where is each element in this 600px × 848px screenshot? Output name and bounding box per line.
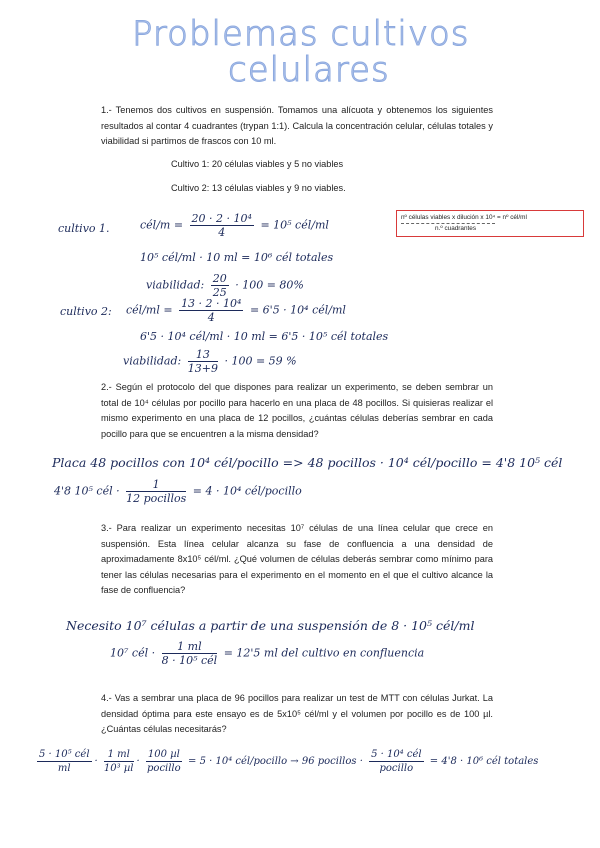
cultivo1-viability: viabilidad: $\frac{20}{25}$ · 100 = 80% bbox=[146, 272, 304, 299]
cultivo1-total: 10⁵ cél/ml · 10 ml = 10⁶ cél totales bbox=[140, 251, 334, 264]
page-title: Problemas cultivos bbox=[132, 14, 470, 54]
cultivo1-label: cultivo 1. bbox=[58, 222, 110, 235]
formula-numerator: nº células viables x dilución x 10⁴ bbox=[401, 213, 495, 224]
formula-box bbox=[396, 210, 584, 237]
cultivo2-total: 6'5 · 10⁴ cél/ml · 10 ml = 6'5 · 10⁵ cél totales bbox=[140, 330, 389, 343]
problem3-statement: 3.- Para realizar un experimento necesitas 10⁷ células de una línea celular que crece en suspensión. Esta línea celular alcanza su fase de confluencia a una densidad de aproximadamente 8x10⁵ cél/ml. ¿Qué volumen de células deberás sembrar como mínimo para tener las células necesarias para el experimento en el momento en el que el cultivo alcance la fase de confluencia? bbox=[101, 523, 493, 595]
cultivo2-concentration: cél/ml = $\frac{\text{13 · 2 · 10⁴}}{4}$ = 6'5 · 10⁴ cél/ml bbox=[126, 297, 346, 324]
formula-result: = nº cél/ml bbox=[497, 214, 527, 221]
page-subtitle: celulares bbox=[228, 50, 390, 90]
problem4-statement: 4.- Vas a sembrar una placa de 96 pocillos para realizar un test de MTT con células Jurkat. La densidad óptima para este ensayo es de 5x10⁵ cél/ml y el volumen por pocillo es de 100 µl. ¿Cuántas células necesitarás? bbox=[101, 693, 493, 734]
problem2-line1: Placa 48 pocillos con 10⁴ cél/pocillo => 48 pocillos · 10⁴ cél/pocillo = 4'8 10⁵ cél bbox=[52, 455, 563, 470]
problem1-cultivo2-data: Cultivo 2: 13 células viables y 9 no viables. bbox=[171, 183, 346, 193]
cultivo1-concentration: cél/m = $\frac{\text{20 · 2 · 10⁴}}{4}$ = 10⁵ cél/ml bbox=[140, 212, 329, 239]
cultivo2-label: cultivo 2: bbox=[60, 305, 112, 318]
problem2-line2: 4'8 10⁵ cél · $\frac{1}{\text{12 pocillos}}$ = 4 · 10⁴ cél/pocillo bbox=[54, 478, 302, 505]
problem3-line1: Necesito 10⁷ células a partir de una suspensión de 8 · 10⁵ cél/ml bbox=[66, 618, 475, 633]
cultivo2-viability: viabilidad: $\frac{13}{13+9}$ · 100 = 59 % bbox=[123, 348, 297, 375]
problem1-cultivo1-data: Cultivo 1: 20 células viables y 5 no viables bbox=[171, 159, 344, 169]
problem3-line2: 10⁷ cél · $\frac{1 ml}{\text{8 · 10⁵ cél}}$ = 12'5 ml del cultivo en confluencia bbox=[110, 640, 425, 667]
problem4-solution: $\frac{\text{5 · 10⁵ cél}}{ml}$ · $\frac{1 ml}{\text{10³ µl}}$ · $\frac{\text{100 µl}}{\text{pocillo}}$ = 5 · 10⁴ cél/pocillo → 96 pocillos · $\frac{\text{5 · 10⁴ cél}}{\text{pocillo}}$ = 4'8 · 10⁶ cél totales bbox=[39, 749, 539, 774]
problem1-statement: 1.- Tenemos dos cultivos en suspensión. Tomamos una alícuota y obtenemos los siguientes resultados al contar 4 cuadrantes (trypan 1:1). Calcula la concentración celular, células totales y viabilidad si partimos de frascos con 10 ml. bbox=[101, 105, 493, 146]
formula-denominator: n.º cuadrantes bbox=[435, 225, 477, 232]
problem2-statement: 2.- Según el protocolo del que dispones para realizar un experimento, se deben sembrar un total de 10⁴ células por pocillo para hacerlo en una placa de 48 pocillos. Si quisieras realizar el mismo experimento en una placa de 12 pocillos, ¿cuántas células deberías sembrar en cada pocillo para que se encuentren a la misma densidad? bbox=[101, 382, 493, 439]
